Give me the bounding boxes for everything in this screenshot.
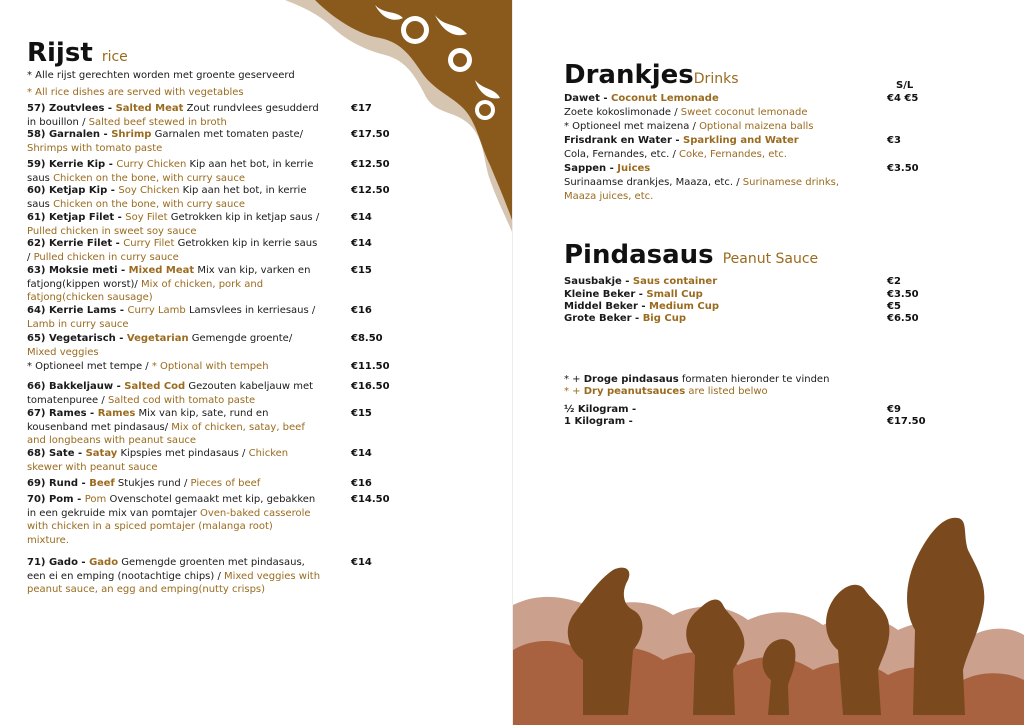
item-en-name: Gado bbox=[89, 557, 119, 568]
rice-note-nl: * Alle rijst gerechten worden met groente geserveerd bbox=[27, 70, 295, 81]
drink-dawet bbox=[564, 92, 864, 106]
item-en-name: Saus container bbox=[632, 276, 718, 287]
item-name: 61) Ketjap Filet bbox=[27, 212, 115, 223]
price-65: €8.50 bbox=[351, 333, 383, 344]
drinks-title: Drankjes bbox=[564, 60, 694, 90]
item-name: Middel Beker bbox=[564, 301, 638, 312]
dry-note-en bbox=[564, 385, 864, 399]
item-desc-en: Shrimps with tomato paste bbox=[27, 142, 163, 154]
price-67: €15 bbox=[351, 408, 372, 419]
item-desc-en: Salted beef stewed in broth bbox=[88, 116, 227, 128]
menu-item-65 bbox=[27, 332, 322, 359]
item-desc-nl: Lamsvlees in kerriesaus / bbox=[185, 305, 316, 316]
item-sep: - bbox=[637, 301, 650, 312]
item-desc-en: Pulled chicken in sweet soy sauce bbox=[27, 225, 197, 237]
note-prefix: * + bbox=[564, 386, 584, 397]
peanut-item-groot bbox=[564, 312, 864, 326]
rice-note-en: * All rice dishes are served with vegetables bbox=[27, 87, 244, 98]
item-desc-nl: Gemengde groenten met pindasaus, een ei en emping (nootachtige chips) / bbox=[27, 557, 305, 582]
item-desc-en: Mixed veggies with peanut sauce, an egg and emping(nutty crisps) bbox=[27, 570, 321, 595]
item-sep: - bbox=[78, 478, 90, 489]
price-61: €14 bbox=[351, 212, 372, 223]
item-name: Sausbakje bbox=[564, 276, 622, 287]
item-sep: - bbox=[77, 557, 90, 568]
item-name: 65) Vegetarisch bbox=[27, 333, 116, 344]
item-sep: - bbox=[74, 448, 86, 459]
item-desc-nl: Gemengde groente/ bbox=[188, 333, 293, 344]
item-desc-nl: Getrokken kip in ketjap saus / bbox=[167, 212, 320, 223]
drink-frisdrank-desc bbox=[564, 148, 864, 162]
item-name: 59) Kerrie Kip bbox=[27, 159, 106, 170]
price-middel: €5 bbox=[887, 301, 901, 312]
item-sep: - bbox=[100, 129, 112, 140]
item-en-name: Beef bbox=[89, 478, 115, 489]
menu-item-67 bbox=[27, 407, 322, 448]
menu-item-64 bbox=[27, 304, 322, 331]
item-sep: - bbox=[599, 93, 611, 104]
item-desc-nl: Zout rundvlees gesudderd in bouillon / bbox=[27, 103, 319, 128]
item-name: Sappen bbox=[564, 163, 607, 174]
item-desc-en: Chicken skewer with peanut sauce bbox=[27, 448, 289, 473]
price-64: €16 bbox=[351, 305, 372, 316]
item-en-name: Vegetarian bbox=[126, 333, 189, 344]
item-desc-nl: * Optioneel met tempe / bbox=[27, 361, 152, 372]
item-desc-en: Chicken on the bone, with curry sauce bbox=[53, 172, 246, 184]
item-sep: - bbox=[606, 163, 618, 174]
note-rest: are listed belwo bbox=[685, 386, 768, 397]
price-66: €16.50 bbox=[351, 381, 390, 392]
item-desc-nl: Mix van kip, sate, rund en kousenband met pindasaus/ bbox=[27, 408, 269, 433]
item-sep: - bbox=[116, 305, 128, 316]
item-name: 63) Moksie meti bbox=[27, 265, 118, 276]
dry-item-half-kilo: ½ Kilogram - bbox=[564, 404, 637, 415]
price-62: €14 bbox=[351, 238, 372, 249]
menu-item-60 bbox=[27, 184, 322, 211]
item-name: 70) Pom bbox=[27, 494, 74, 505]
menu-item-63 bbox=[27, 264, 322, 305]
item-desc-nl: * Optioneel met maizena / bbox=[564, 121, 700, 132]
item-sep: - bbox=[112, 238, 124, 249]
item-desc-en: Mixed veggies bbox=[27, 346, 99, 358]
note-bold: Dry peanutsauces bbox=[583, 386, 686, 397]
price-60: €12.50 bbox=[351, 185, 390, 196]
menu-item-59 bbox=[27, 158, 322, 185]
item-name: 66) Bakkeljauw bbox=[27, 381, 114, 392]
price-57: €17 bbox=[351, 103, 372, 114]
item-name: Grote Beker bbox=[564, 313, 632, 324]
item-en-name: Shrimp bbox=[111, 129, 152, 140]
menu-item-65-tempeh bbox=[27, 360, 322, 374]
item-sep: - bbox=[105, 159, 117, 170]
item-desc-en: Surinamese drinks, Maaza juices, etc. bbox=[564, 177, 839, 202]
item-desc-nl: Kipspies met pindasaus / bbox=[117, 448, 249, 459]
item-sep: - bbox=[635, 289, 647, 300]
item-en-name: Satay bbox=[85, 448, 118, 459]
item-sep: - bbox=[73, 494, 85, 505]
price-63: €15 bbox=[351, 265, 372, 276]
drinks-heading bbox=[564, 60, 738, 94]
item-sep: - bbox=[117, 265, 129, 276]
drink-sappen bbox=[564, 162, 864, 176]
item-en-name: Mixed Meat bbox=[128, 265, 195, 276]
price-58: €17.50 bbox=[351, 129, 390, 140]
item-desc-nl: Kip aan het bot, in kerrie saus bbox=[27, 159, 314, 184]
menu-item-70 bbox=[27, 493, 317, 547]
price-groot: €6.50 bbox=[887, 313, 919, 324]
item-en-name: Curry Chicken bbox=[116, 159, 187, 170]
menu-item-66 bbox=[27, 380, 322, 407]
peanut-item-saus bbox=[564, 275, 864, 289]
item-desc-en: Pieces of beef bbox=[190, 478, 261, 489]
menu-item-58 bbox=[27, 128, 322, 155]
item-desc-en: * Optional with tempeh bbox=[151, 361, 269, 372]
item-desc-en: Oven-baked casserole with chicken in a spiced pomtajer (malanga root) mixture. bbox=[27, 507, 311, 546]
rice-title: Rijst bbox=[27, 38, 93, 68]
wayang-puppet-illustration bbox=[513, 510, 1024, 725]
item-en-name: Rames bbox=[97, 408, 136, 419]
price-70: €14.50 bbox=[351, 494, 390, 505]
menu-item-61 bbox=[27, 211, 322, 238]
note-rest: formaten hieronder te vinden bbox=[678, 374, 830, 385]
item-desc-en: Mix of chicken, pork and fatjong(chicken sausage) bbox=[27, 278, 264, 303]
menu-item-62 bbox=[27, 237, 322, 264]
item-desc-nl: Garnalen met tomaten paste/ bbox=[151, 129, 303, 140]
item-desc-nl: Stukjes rund / bbox=[114, 478, 191, 489]
item-desc-en: Pulled chicken in curry sauce bbox=[33, 251, 179, 263]
menu-item-69 bbox=[27, 477, 322, 491]
item-sep: - bbox=[671, 135, 684, 146]
item-en-name: Soy Chicken bbox=[118, 185, 180, 196]
note-bold: Droge pindasaus bbox=[583, 374, 679, 385]
price-one-kilo: €17.50 bbox=[887, 416, 926, 427]
item-desc-nl: Getrokken kip in kerrie saus / bbox=[27, 238, 318, 263]
item-en-name: Pom bbox=[84, 494, 107, 505]
drink-frisdrank bbox=[564, 134, 864, 148]
size-header: S/L bbox=[896, 80, 914, 91]
note-prefix: * + bbox=[564, 374, 584, 385]
item-sep: - bbox=[107, 185, 119, 196]
item-desc-en: Salted cod with tomato paste bbox=[107, 394, 256, 406]
item-en-name: Salted Meat bbox=[115, 103, 184, 114]
menu-item-71 bbox=[27, 556, 322, 597]
item-name: 69) Rund bbox=[27, 478, 79, 489]
item-name: Dawet bbox=[564, 93, 600, 104]
item-desc-en: Chicken on the bone, with curry sauce bbox=[53, 198, 246, 210]
item-name: 64) Kerrie Lams bbox=[27, 305, 117, 316]
item-en-name: Curry Lamb bbox=[127, 305, 186, 316]
drink-dawet-desc bbox=[564, 106, 864, 120]
item-desc-en: Lamb in curry sauce bbox=[27, 318, 129, 330]
item-desc-en: Coke, Fernandes, etc. bbox=[679, 149, 787, 160]
price-69: €16 bbox=[351, 478, 372, 489]
peanut-title: Pindasaus bbox=[564, 240, 714, 270]
item-sep: - bbox=[621, 276, 633, 287]
item-desc-nl: Zoete kokoslimonade / bbox=[564, 107, 681, 118]
item-en-name: Coconut Lemonade bbox=[610, 93, 719, 104]
item-sep: - bbox=[115, 333, 127, 344]
rice-heading bbox=[27, 38, 128, 72]
item-sep: - bbox=[86, 408, 98, 419]
item-name: 58) Garnalen bbox=[27, 129, 101, 140]
menu-item-57 bbox=[27, 102, 322, 129]
price-half-kilo: €9 bbox=[887, 404, 901, 415]
item-desc-nl: Ovenschotel gemaakt met kip, gebakken in een gekruide mix van pomtajer bbox=[27, 494, 316, 519]
item-en-name: Small Cup bbox=[646, 289, 703, 300]
item-name: 67) Rames bbox=[27, 408, 87, 419]
drink-dawet-option bbox=[564, 120, 864, 134]
dry-item-one-kilo: 1 Kilogram - bbox=[564, 416, 633, 427]
item-desc-nl: Kip aan het bot, in kerrie saus bbox=[27, 185, 307, 210]
price-dawet: €4 €5 bbox=[887, 93, 919, 104]
item-desc-en: Optional maizena balls bbox=[699, 121, 814, 132]
item-desc-nl: Mix van kip, varken en fatjong(kippen worst)/ bbox=[27, 265, 311, 290]
item-desc-nl: Surinaamse drankjes, Maaza, etc. / bbox=[564, 177, 743, 188]
peanut-heading bbox=[564, 240, 818, 274]
item-desc-nl: Cola, Fernandes, etc. / bbox=[564, 149, 680, 160]
price-sappen: €3.50 bbox=[887, 163, 919, 174]
item-sep: - bbox=[114, 212, 126, 223]
drinks-subtitle: Drinks bbox=[693, 71, 739, 87]
menu-item-68 bbox=[27, 447, 322, 474]
item-name: 62) Kerrie Filet bbox=[27, 238, 113, 249]
rice-subtitle: rice bbox=[101, 49, 128, 65]
price-59: €12.50 bbox=[351, 159, 390, 170]
right-page bbox=[513, 0, 1024, 725]
price-65-tempeh: €11.50 bbox=[351, 361, 390, 372]
drink-sappen-desc bbox=[564, 176, 844, 204]
item-desc-nl: Gezouten kabeljauw met tomatenpuree / bbox=[27, 381, 314, 406]
item-en-name: Big Cup bbox=[642, 313, 686, 324]
item-name: 57) Zoutvlees bbox=[27, 103, 105, 114]
price-frisdrank: €3 bbox=[887, 135, 901, 146]
item-en-name: Medium Cup bbox=[649, 301, 719, 312]
item-name: 68) Sate bbox=[27, 448, 75, 459]
item-name: 71) Gado bbox=[27, 557, 78, 568]
item-en-name: Sparkling and Water bbox=[683, 135, 799, 146]
price-saus: €2 bbox=[887, 276, 901, 287]
price-71: €14 bbox=[351, 557, 372, 568]
peanut-subtitle: Peanut Sauce bbox=[722, 251, 819, 267]
item-name: Frisdrank en Water bbox=[564, 135, 672, 146]
price-klein: €3.50 bbox=[887, 289, 919, 300]
item-name: Kleine Beker bbox=[564, 289, 636, 300]
item-name: 60) Ketjap Kip bbox=[27, 185, 108, 196]
item-en-name: Soy Filet bbox=[125, 212, 168, 223]
item-en-name: Juices bbox=[617, 163, 651, 174]
item-en-name: Curry Filet bbox=[123, 238, 175, 249]
item-en-name: Salted Cod bbox=[124, 381, 186, 392]
item-sep: - bbox=[631, 313, 643, 324]
price-68: €14 bbox=[351, 448, 372, 459]
item-desc-en: Sweet coconut lemonade bbox=[680, 107, 808, 118]
item-desc-en: Mix of chicken, satay, beef and longbeans with peanut sauce bbox=[27, 421, 305, 446]
item-sep: - bbox=[104, 103, 116, 114]
item-sep: - bbox=[113, 381, 125, 392]
